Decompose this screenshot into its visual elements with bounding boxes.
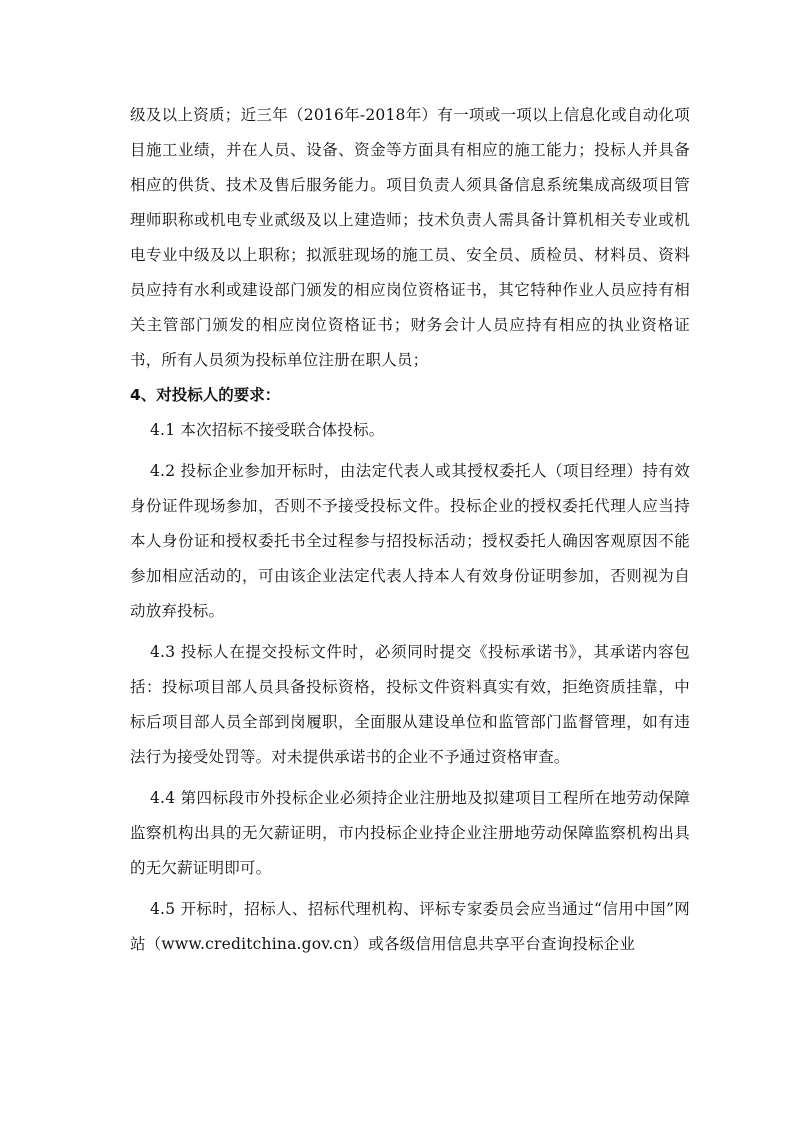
paragraph-4-5: 4.5 开标时，招标人、招标代理机构、评标专家委员会应当通过“信用中国”网站（www.creditchina.gov.cn）或各级信用信息共享平台查询投标企业	[130, 900, 690, 953]
paragraph-4-1: 4.1 本次招标不接受联合体投标。	[150, 421, 385, 439]
paragraph-qualification-requirements: 级及以上资质；近三年（2016年-2018年）有一项或一项以上信息化或自动化项目施工业绩，并在人员、设备、资金等方面具有相应的施工能力；投标人并具备相应的供货、技术及售后服务能力。项目负责人须具备信息系统集成高级项目管理师职称或机电专业贰级及以上建造师；技术负责人需具备计算机相关专业或机电专业中级及以上职称；拟派驻现场的施工员、安全员、质检员、材料员、资料员应持有水利或建设部门颁发的相应岗位资格证书，其它特种作业人员应持有相关主管部门颁发的相应岗位资格证书；财务会计人员应持有相应的执业资格证书，所有人员须为投标单位注册在职人员；	[130, 106, 690, 369]
document-body	[130, 98, 690, 962]
paragraph-4-2: 4.2 投标企业参加开标时，由法定代表人或其授权委托人（项目经理）持有效身份证件现场参加，否则不予接受投标文件。投标企业的授权委托代理人应当持本人身份证和授权委托书全过程参与招投标活动；授权委托人确因客观原因不能参加相应活动的，可由该企业法定代表人持本人有效身份证明参加，否则视为自动放弃投标。	[130, 462, 690, 620]
paragraph-4-3: 4.3 投标人在提交投标文件时，必须同时提交《投标承诺书》，其承诺内容包括：投标项目部人员具备投标资格，投标文件资料真实有效，拒绝资质挂靠，中标后项目部人员全部到岗履职，全面服从建设单位和监管部门监督管理，如有违法行为接受处罚等。对未提供承诺书的企业不予通过资格审查。	[130, 643, 690, 766]
paragraph-4-4: 4.4 第四标段市外投标企业必须持企业注册地及拟建项目工程所在地劳动保障监察机构出具的无欠薪证明，市内投标企业持企业注册地劳动保障监察机构出具的无欠薪证明即可。	[130, 789, 690, 877]
section-heading-bidder-requirements: 4、对投标人的要求：	[130, 386, 281, 404]
